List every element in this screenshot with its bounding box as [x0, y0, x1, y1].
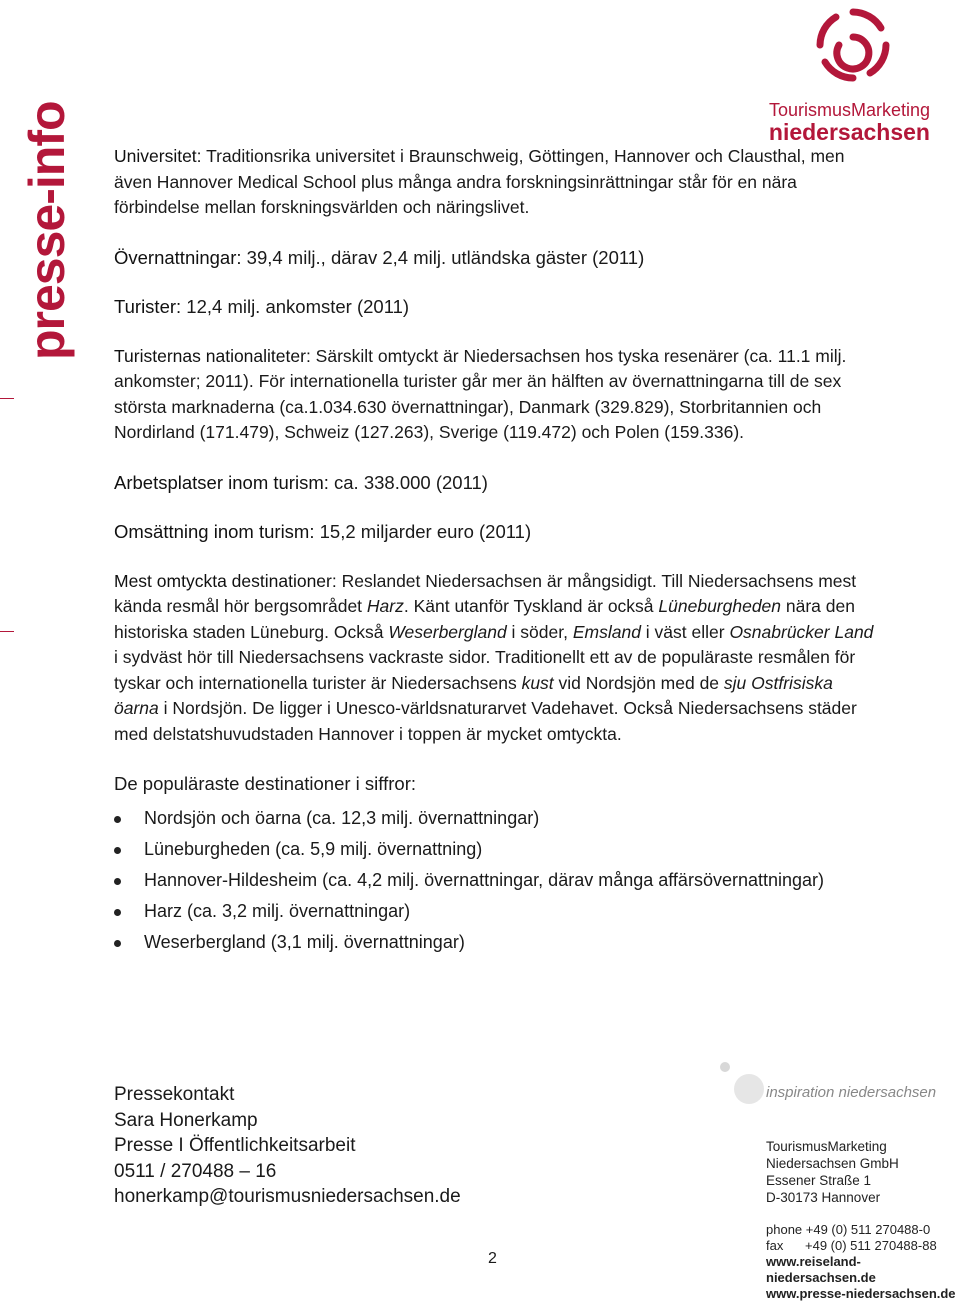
company-address	[766, 1138, 899, 1206]
dest-text: i sydväst hör till Niedersachsens vackraste sidor. Traditionellt ett av de populäraste resmålen för tyskar och internationella turister är Niedersachsens	[114, 647, 856, 693]
contact-email[interactable]: honerkamp@tourismusniedersachsen.de	[114, 1186, 461, 1207]
label-overnattningar: Övernattningar:	[114, 246, 242, 268]
text-omsattning: 15,2 miljarder euro (2011)	[314, 521, 532, 542]
contact-phone: 0511 / 270488 – 16	[114, 1160, 277, 1182]
decorative-dot-icon	[734, 1074, 764, 1104]
inspiration-niedersachsen-logo	[720, 1062, 940, 1112]
logo-text-tourismusmarketing: TourismusMarketing	[768, 100, 930, 120]
dest-ostfrisiska-oarna: sju Ostfrisiska öarna	[114, 672, 833, 718]
text-universitet: Traditionsrika universitet i Braunschweig, Göttingen, Hannover och Clausthal, men även Hannover Medical School plus många andra forskningsinrättningar står för en nära förbindelse mellan forskningsvärlden och näringslivet.	[114, 146, 845, 217]
label-destinationer: Mest omtyckta destinationer:	[114, 570, 337, 591]
paragraph-universitet	[114, 144, 874, 221]
swirl-logo-icon	[810, 2, 896, 88]
bullet-icon	[114, 847, 121, 854]
label-turister: Turister:	[114, 296, 182, 317]
contact-name: Sara Honerkamp	[114, 1109, 258, 1131]
list-item	[114, 834, 874, 865]
page-number: 2	[488, 1250, 497, 1267]
label-nationaliteter: Turisternas nationaliteter:	[114, 345, 311, 366]
list-item	[114, 927, 874, 958]
paragraph-omsattning	[114, 519, 874, 545]
margin-tick-mark	[0, 631, 14, 632]
contact-heading: Pressekontakt	[114, 1084, 235, 1105]
dest-text: i Nordsjön. De ligger i Unesco-världsnaturarvet Vadehavet. Också Niedersachsens städer med delstatshuvudstaden Hannover i toppen är mycket omtyckta.	[114, 698, 857, 744]
text-arbetsplatser: ca. 338.000 (2011)	[328, 471, 488, 493]
label-omsattning: Omsättning inom turism:	[114, 521, 315, 542]
website-link[interactable]: www.reiseland-niedersachsen.de	[766, 1254, 876, 1285]
dest-harz: Harz	[366, 596, 404, 616]
address-line: D-30173 Hannover	[766, 1190, 881, 1205]
paragraph-overnattningar	[114, 245, 874, 271]
list-item	[114, 896, 874, 927]
company-contact-info	[766, 1222, 960, 1302]
paragraph-nationaliteter	[114, 344, 874, 446]
address-line: TourismusMarketing	[766, 1139, 887, 1154]
margin-tick-mark	[0, 398, 14, 399]
list-item-text: Lüneburgheden (ca. 5,9 milj. övernattning)	[144, 838, 483, 859]
dest-weserbergland: Weserbergland	[388, 621, 507, 642]
list-item-text: Hannover-Hildesheim (ca. 4,2 milj. övernattningar, därav många affärsövernattningar)	[144, 869, 825, 890]
logo-text-niedersachsen: niedersachsen	[768, 119, 930, 145]
paragraph-destinationer	[114, 569, 874, 748]
list-heading: De populäraste destinationer i siffror:	[114, 773, 416, 794]
tourismus-marketing-logo	[770, 0, 930, 145]
address-line: Niedersachsen GmbH	[766, 1156, 899, 1171]
paragraph-arbetsplatser	[114, 470, 874, 496]
bullet-icon	[114, 940, 121, 947]
list-item-text: Weserbergland (3,1 milj. övernattningar)	[144, 931, 465, 952]
inspiration-text: inspiration niedersachsen	[766, 1084, 937, 1101]
main-content	[114, 144, 874, 958]
contact-role: Presse I Öffentlichkeitsarbeit	[114, 1135, 356, 1156]
bullet-icon	[114, 878, 121, 885]
list-item	[114, 865, 874, 896]
dest-emsland: Emsland	[572, 621, 641, 642]
text-turister: 12,4 milj. ankomster (2011)	[181, 296, 410, 317]
dest-text: Reslandet Niedersachsen är mångsidigt. Till Niedersachsens mest kända resmål hör bergsområdet	[114, 570, 857, 616]
dest-text: vid Nordsjön med de	[553, 672, 724, 693]
destinations-list	[114, 803, 874, 958]
dest-text: i väst eller	[640, 621, 730, 642]
address-line: Essener Straße 1	[766, 1173, 872, 1188]
company-phone: phone +49 (0) 511 270488-0	[766, 1222, 931, 1237]
dest-kust: kust	[521, 672, 554, 693]
press-contact	[114, 1082, 461, 1210]
label-arbetsplatser: Arbetsplatser inom turism:	[114, 471, 329, 493]
dest-text: . Känt utanför Tyskland är också	[403, 596, 659, 616]
label-universitet: Universitet:	[114, 146, 202, 166]
dest-text: nära den historiska staden Lüneburg. Också	[114, 596, 855, 642]
list-item-text: Nordsjön och öarna (ca. 12,3 milj. övernattningar)	[144, 807, 540, 828]
decorative-dot-icon	[720, 1062, 730, 1072]
paragraph-turister	[114, 294, 874, 320]
list-item-text: Harz (ca. 3,2 milj. övernattningar)	[144, 900, 411, 921]
text-nationaliteter: Särskilt omtyckt är Niedersachsen hos tyska resenärer (ca. 11.1 milj. ankomster; 2011). För internationella turister går mer än hälften av övernattningarna till de sex största marknaderna (ca.1.034.630 övernattningar), Danmark (329.829), Storbritannien och Nordirland (171.479), Schweiz (127.263), Sverige (119.472) och Polen (159.336).	[114, 345, 847, 442]
bullet-icon	[114, 816, 121, 823]
company-fax: fax +49 (0) 511 270488-88	[766, 1238, 937, 1253]
press-website-link[interactable]: www.presse-niedersachsen.de	[766, 1286, 956, 1301]
text-overnattningar: 39,4 milj., därav 2,4 milj. utländska gäster (2011)	[241, 246, 645, 268]
dest-osnabrucker-land: Osnabrücker Land	[729, 621, 874, 642]
dest-luneburgheden: Lüneburgheden	[658, 596, 782, 616]
presse-info-side-label: presse-info	[19, 101, 75, 360]
dest-text: i söder,	[506, 621, 573, 642]
bullet-icon	[114, 909, 121, 916]
list-item	[114, 803, 874, 834]
